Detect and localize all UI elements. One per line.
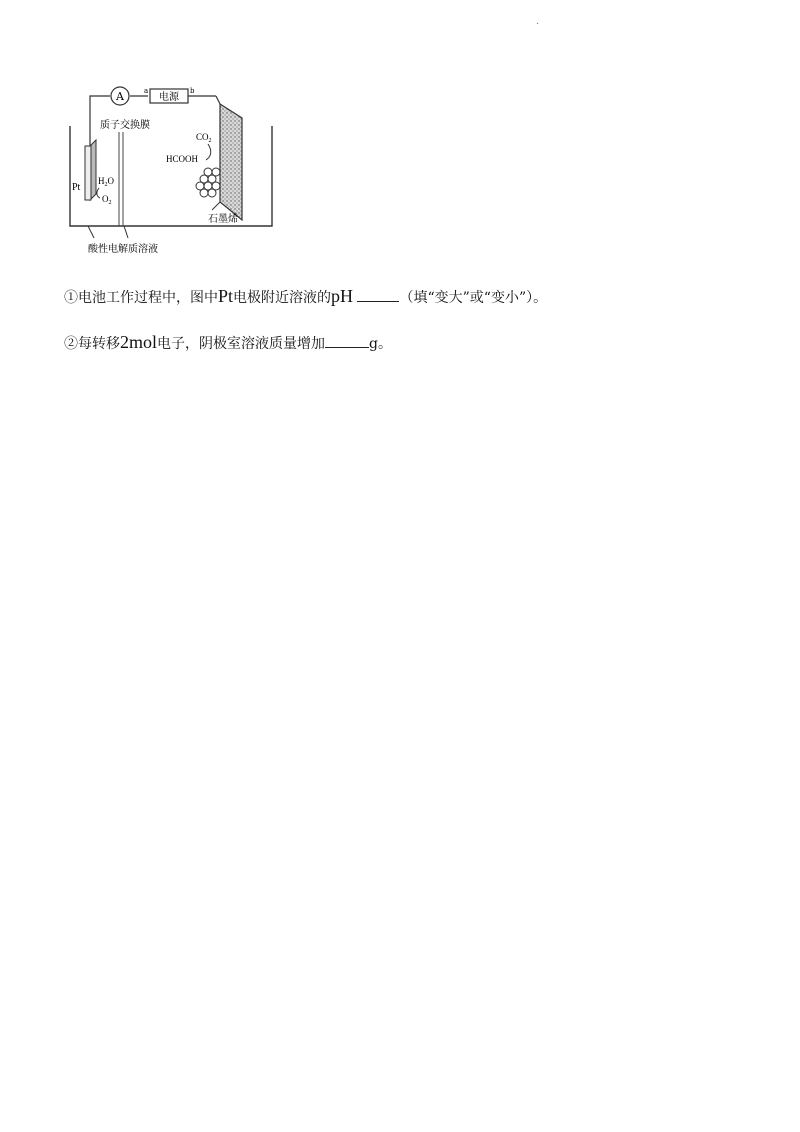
electrolyte-leader-lines xyxy=(88,226,128,238)
ammeter-label: A xyxy=(116,90,124,103)
pt-label: Pt xyxy=(72,182,81,193)
page-marker-dot: . xyxy=(536,16,540,27)
h2o-label: $H_2O$ xyxy=(98,176,114,188)
answer-blank-2[interactable] xyxy=(325,335,369,348)
o2-label: $O_2$ xyxy=(102,194,112,206)
electrolyte-label: 酸性电解质溶液 xyxy=(88,244,158,255)
co2-label: $CO_2$ xyxy=(196,132,212,144)
graphene-leader-line xyxy=(212,202,220,210)
h2o-to-o2-arrow xyxy=(97,188,100,198)
terminal-b-label: b xyxy=(190,87,195,95)
question-2-suffix: g。 xyxy=(369,336,392,352)
question-1 xyxy=(64,286,547,308)
question-1-suffix: （填“变大”或“变小”）。 xyxy=(399,290,548,306)
question-2-mid: 电子，阴极室溶液质量增加 xyxy=(157,336,326,352)
graphene-hexagon-cluster xyxy=(196,168,220,197)
graphene-label: 石墨烯 xyxy=(208,214,238,225)
graphene-electrode xyxy=(220,104,242,220)
terminal-a-label: a xyxy=(144,87,149,95)
pt-electrode xyxy=(85,146,91,200)
power-source-label: 电源 xyxy=(159,92,179,103)
question-1-prefix: ①电池工作过程中，图中 xyxy=(64,290,218,306)
co2-to-hcooh-arrow xyxy=(206,144,211,160)
electrolysis-cell-figure xyxy=(66,80,288,264)
membrane-label: 质子交换膜 xyxy=(100,120,150,131)
question-1-mid: 电极附近溶液的 xyxy=(233,290,332,306)
pt-symbol: Pt xyxy=(218,286,234,306)
hcooh-label: HCOOH xyxy=(166,154,199,164)
ph-symbol: pH xyxy=(331,286,354,306)
question-2 xyxy=(64,332,392,354)
question-2-prefix: ②每转移 xyxy=(64,336,120,352)
answer-blank-1[interactable] xyxy=(357,289,399,302)
mol-amount: 2mol xyxy=(120,332,158,352)
